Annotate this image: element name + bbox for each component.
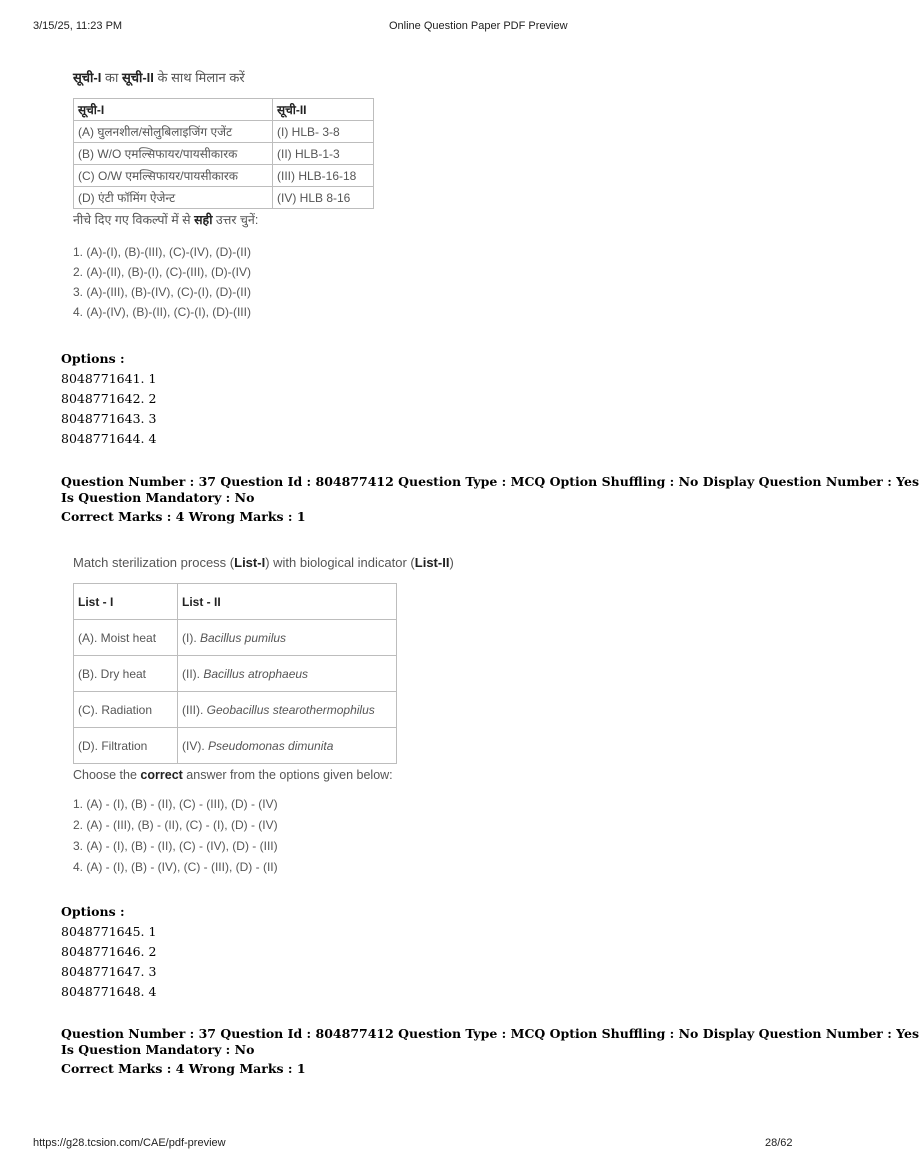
indicator-organism: Bacillus atrophaeus	[203, 666, 309, 681]
question-mandatory: Is Question Mandatory : No	[61, 490, 255, 505]
title-connector: का	[101, 70, 122, 85]
title-text-3: )	[449, 555, 454, 570]
choose-text-1: नीचे दिए गए विकल्पों में से	[73, 213, 195, 227]
question-details: Question Number : 37 Question Id : 804877412 Question Type : MCQ Option Shuffling : No Display Question Number : Yes	[61, 474, 919, 489]
table-header-col2: List - II	[178, 584, 397, 620]
row-list2-cell: (IV) HLB 8-16	[273, 187, 374, 209]
indicator-organism: Geobacillus stearothermophilus	[206, 702, 375, 717]
table-row	[74, 165, 374, 187]
print-url: https://g28.tcsion.com/CAE/pdf-preview	[33, 1137, 226, 1149]
table-row	[74, 728, 397, 764]
choose-instruction	[73, 211, 374, 228]
page-number: 28/62	[765, 1137, 793, 1149]
row-process-cell: (D). Filtration	[74, 728, 178, 764]
indicator-organism: Pseudomonas dimunita	[208, 738, 334, 753]
row-list1-cell: (D) एंटी फॉमिंग ऐजेन्ट	[74, 187, 273, 209]
option-item: 8048771644. 4	[61, 431, 157, 446]
answer-choice: 1. (A)-(I), (B)-(III), (C)-(IV), (D)-(II)	[73, 245, 251, 259]
choose-instruction	[73, 768, 454, 782]
indicator-organism: Bacillus pumilus	[200, 630, 287, 645]
option-item: 8048771642. 2	[61, 391, 157, 406]
question-image-hindi	[73, 68, 374, 322]
option-item: 8048771647. 3	[61, 964, 157, 979]
question-marks: Correct Marks : 4 Wrong Marks : 1	[61, 1061, 306, 1076]
question-title	[73, 68, 374, 86]
option-item: 8048771646. 2	[61, 944, 157, 959]
indicator-number: (IV).	[182, 738, 208, 753]
table-header-col1: सूची-I	[74, 99, 273, 121]
match-table	[73, 583, 397, 764]
indicator-number: (III).	[182, 702, 207, 717]
answer-choice: 4. (A) - (I), (B) - (IV), (C) - (III), (D) - (II)	[73, 860, 278, 874]
row-process-cell: (C). Radiation	[74, 692, 178, 728]
table-row	[74, 121, 374, 143]
answer-choice: 3. (A)-(III), (B)-(IV), (C)-(I), (D)-(II)	[73, 285, 251, 299]
options-label: Options :	[61, 351, 125, 366]
choose-emphasis: सही	[194, 213, 213, 227]
row-list1-cell: (B) W/O एमल्सिफायर/पायसीकारक	[74, 143, 273, 165]
row-indicator-cell	[178, 692, 397, 728]
row-list2-cell: (II) HLB-1-3	[273, 143, 374, 165]
question-details: Question Number : 37 Question Id : 804877412 Question Type : MCQ Option Shuffling : No Display Question Number : Yes	[61, 1026, 919, 1041]
answer-choice: 1. (A) - (I), (B) - (II), (C) - (III), (D) - (IV)	[73, 797, 278, 811]
title-suffix: के साथ मिलान करें	[153, 70, 245, 85]
table-row	[74, 187, 374, 209]
choose-emphasis: correct	[140, 768, 183, 782]
options-list	[61, 349, 156, 449]
print-page-title: Online Question Paper PDF Preview	[389, 20, 568, 32]
row-list1-cell: (C) O/W एमल्सिफायर/पायसीकारक	[74, 165, 273, 187]
answer-choice: 3. (A) - (I), (B) - (II), (C) - (IV), (D) - (III)	[73, 839, 278, 853]
row-indicator-cell	[178, 620, 397, 656]
row-list2-cell: (III) HLB-16-18	[273, 165, 374, 187]
row-list2-cell: (I) HLB- 3-8	[273, 121, 374, 143]
option-item: 8048771643. 3	[61, 411, 157, 426]
answer-choice: 2. (A)-(II), (B)-(I), (C)-(III), (D)-(IV)	[73, 265, 251, 279]
title-list1: List-I	[234, 555, 266, 570]
title-list2: सूची-II	[121, 70, 154, 85]
row-process-cell: (B). Dry heat	[74, 656, 178, 692]
table-row	[74, 692, 397, 728]
row-process-cell: (A). Moist heat	[74, 620, 178, 656]
title-list1: सूची-I	[73, 70, 102, 85]
table-row	[74, 620, 397, 656]
question-mandatory: Is Question Mandatory : No	[61, 1042, 255, 1057]
choose-text-2: answer from the options given below:	[182, 768, 393, 782]
match-table	[73, 98, 374, 209]
answer-choice: 4. (A)-(IV), (B)-(II), (C)-(I), (D)-(III)	[73, 305, 251, 319]
indicator-number: (II).	[182, 666, 204, 681]
title-text-1: Match sterilization process (	[73, 555, 235, 570]
row-indicator-cell	[178, 656, 397, 692]
question-image-english	[73, 555, 454, 878]
print-datetime: 3/15/25, 11:23 PM	[33, 20, 123, 32]
option-item: 8048771648. 4	[61, 984, 157, 999]
question-meta	[61, 474, 919, 525]
answer-choice: 2. (A) - (III), (B) - (II), (C) - (I), (D) - (IV)	[73, 818, 278, 832]
title-text-2: ) with biological indicator (	[265, 555, 415, 570]
title-list2: List-II	[414, 555, 450, 570]
table-row	[74, 656, 397, 692]
row-indicator-cell	[178, 728, 397, 764]
options-list	[61, 902, 156, 1002]
answer-choices	[73, 242, 374, 322]
option-item: 8048771641. 1	[61, 371, 157, 386]
answer-choices	[73, 794, 454, 878]
options-label: Options :	[61, 904, 125, 919]
table-row	[74, 143, 374, 165]
row-list1-cell: (A) घुलनशील/सोलुबिलाइजिंग एजेंट	[74, 121, 273, 143]
table-header-col1: List - I	[74, 584, 178, 620]
question-title	[73, 555, 454, 570]
option-item: 8048771645. 1	[61, 924, 157, 939]
question-meta	[61, 1026, 919, 1077]
table-header-col2: सूची-II	[273, 99, 374, 121]
indicator-number: (I).	[182, 630, 200, 645]
choose-text-1: Choose the	[73, 768, 141, 782]
choose-text-2: उत्तर चुनें:	[212, 213, 259, 227]
question-marks: Correct Marks : 4 Wrong Marks : 1	[61, 509, 306, 524]
